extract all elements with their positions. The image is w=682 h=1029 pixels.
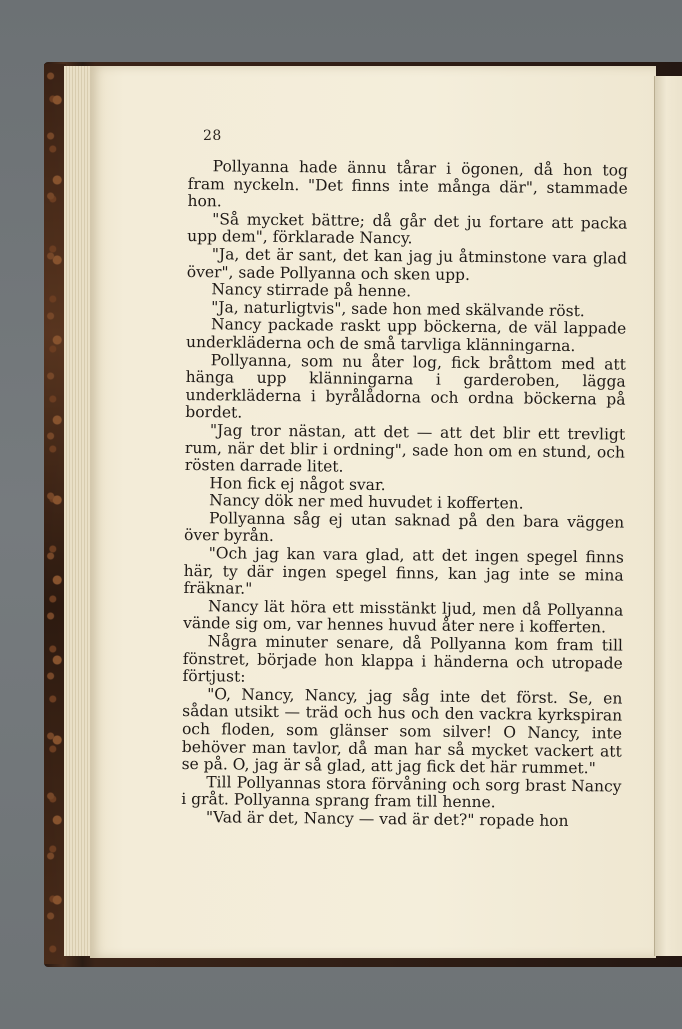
paragraph: "Så mycket bättre; då går det ju fortare att packa upp dem", förklarade Nancy. xyxy=(187,210,628,248)
paragraph: "Vad är det, Nancy — vad är det?" ropade hon xyxy=(205,808,569,830)
paragraph: "Ja, naturligtvis", sade hon med skälvande röst. xyxy=(211,298,585,320)
paragraph: "Ja, det är sant, det kan jag ju åtminstone vara glad över", sade Pollyanna och sken upp. xyxy=(186,245,628,284)
paragraph: Hon fick ej något svar. xyxy=(209,473,386,494)
paragraph: "Och jag kan vara glad, att det ingen spegel finns här, ty där ingen spegel finns, kan jag inte se mina fräknar." xyxy=(183,544,624,598)
page-number: 28 xyxy=(203,128,222,144)
paragraph: Pollyanna såg ej utan saknad på den bara väggen över byrån. xyxy=(183,509,625,546)
facing-page-edge xyxy=(654,76,682,956)
paragraph: "Jag tror nästan, att det — att det blir ett trevligt rum, när det blir i ordning", sade hon om en stund, och rösten darrade litet. xyxy=(184,421,626,476)
paragraph: Pollyanna, som nu åter log, fick bråttom med att hänga upp klänningarna i garderoben, lägga underkläderna i byrålådorna och ordna böckerna på bordet. xyxy=(185,350,626,422)
paragraph: Till Pollyannas stora förvåning och sorg brast Nancy i gråt. Pollyanna sprang fram till henne. xyxy=(181,773,622,812)
paragraph: Pollyanna hade ännu tårar i ögonen, då hon tog fram nyckeln. "Det finns inte många där", stammade hon. xyxy=(187,157,628,211)
paragraph: Nancy dök ner med huvudet i kofferten. xyxy=(209,491,524,513)
paragraph: Nancy stirrade på henne. xyxy=(211,280,412,301)
paragraph: "O, Nancy, Nancy, jag såg inte det först. Se, en sådan utsikt — träd och hus och den vackra kyrkspiran och floden, som glänser som silver! O Nancy, inte behöver man tavlor, då man har så mycket vackert att se på. O, jag är så glad, att jag fick det här rummet." xyxy=(181,685,623,778)
paragraph: Nancy packade raskt upp böckerna, de väl lappade underkläderna och de små tarvliga klänningarna. xyxy=(185,315,627,356)
marbled-spine xyxy=(44,64,66,964)
paragraph: Nancy lät höra ett misstänkt ljud, men då Pollyanna vände sig om, var hennes huvud åter nere i kofferten. xyxy=(183,597,624,637)
paragraph: Några minuter senare, då Pollyanna kom fram till fönstret, började hon klappa i händerna och utropade förtjust: xyxy=(182,632,624,686)
page-text xyxy=(181,158,628,831)
